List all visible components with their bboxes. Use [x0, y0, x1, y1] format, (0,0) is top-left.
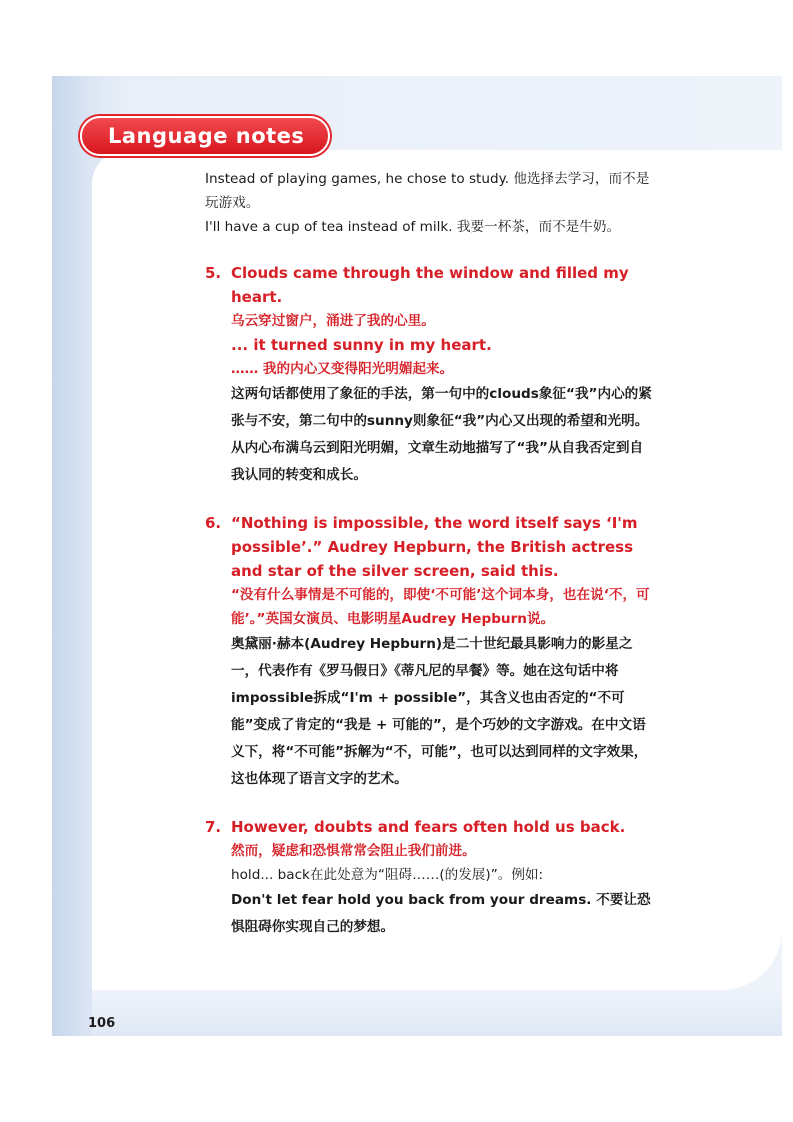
quote-english: Clouds came through the window and filled my heart.	[231, 264, 629, 306]
quote-english: However, doubts and fears often hold us back.	[231, 818, 626, 836]
notes-content	[205, 167, 655, 941]
note-5	[205, 261, 655, 489]
page-number: 106	[88, 1016, 116, 1031]
quote-chinese: …… 我的内心又变得阳光明媚起来。	[231, 361, 454, 377]
quote-chinese: 乌云穿过窗户，涌进了我的心里。	[231, 313, 435, 329]
example-sentence: Instead of playing games, he chose to study. 他选择去学习，而不是玩游戏。	[205, 171, 650, 211]
note-number: 5.	[205, 264, 222, 282]
section-title: Language notes	[108, 124, 305, 148]
note-number: 7.	[205, 818, 222, 836]
explanation: 这两句话都使用了象征的手法，第一句中的clouds象征“我”内心的紧张与不安，第二句中的sunny则象征“我”内心又出现的希望和光明。从内心布满乌云到阳光明媚，文章生动地描写了“我”从自我否定到自我认同的转变和成长。	[231, 386, 652, 483]
bottom-band	[92, 990, 782, 1036]
example-sentence: I'll have a cup of tea instead of milk. 我要一杯茶，而不是牛奶。	[205, 219, 621, 235]
example-sentence: Don't let fear hold you back from your dreams. 不要让恐惧阻碍你实现自己的梦想。	[231, 892, 651, 935]
explanation: 奥黛丽·赫本(Audrey Hepburn)是二十世纪最具影响力的影星之一，代表作有《罗马假日》《蒂凡尼的早餐》等。她在这句话中将impossible拆成“I'm + possible”，其含义也由否定的“不可能”变成了肯定的“我是 + 可能的”，是个巧妙的文字游戏。在中文语义下，将“不可能”拆解为“不，可能”，也可以达到同样的文字效果，这也体现了语言文字的艺术。	[231, 636, 648, 787]
section-title-badge	[80, 116, 330, 156]
note-7	[205, 815, 655, 941]
explanation: hold... back在此处意为“阻碍……(的发展)”。例如:	[231, 867, 544, 883]
quote-chinese: 然而，疑虑和恐惧常常会阻止我们前进。	[231, 843, 476, 859]
quote-english: ... it turned sunny in my heart.	[231, 336, 492, 354]
quote-english: “Nothing is impossible, the word itself says ‘I'm possible’.” Audrey Hepburn, the British actress and star of the silver screen, said this.	[231, 514, 638, 580]
note-6	[205, 511, 655, 793]
quote-chinese: “没有什么事情是不可能的，即使‘不可能’这个词本身，也在说‘不，可能’。”英国女演员、电影明星Audrey Hepburn说。	[231, 587, 650, 627]
note-number: 6.	[205, 514, 222, 532]
